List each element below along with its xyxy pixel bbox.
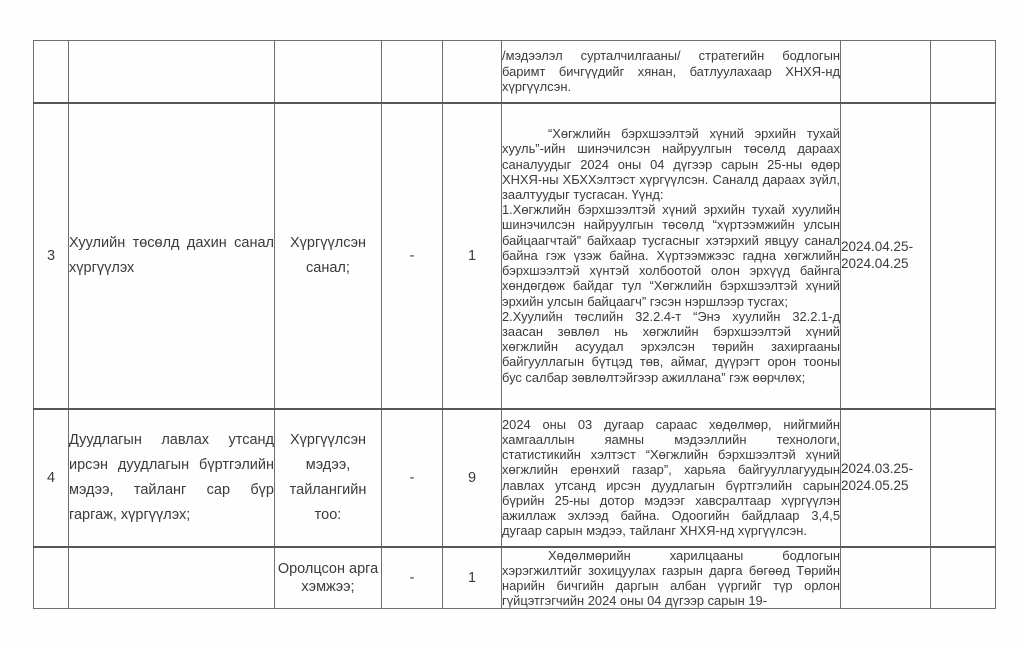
status-cell [931,409,996,547]
date-cell [841,547,931,609]
date-cell [841,103,931,409]
result-paragraph: 1.Хөгжлийн бэрхшээлтэй хүний эрхийн тухай хуулийн шинэчилсэн найруулгын төсөлд “хүртээмжийн улсын байцаагчтай” байхаар тусгасныг хэтэрхий явцуу санал байна гэж үзэж байна. Хүртээмжээс гадна хөгжлийн бэрхшээлтэй хүнтэй холбоотой олон эрхүүд байнга хөндөгдөж байдаг тул “Хөгжлийн бэрхшээлтэй хүний эрхийн улсын байцаагч” гэсэн нэршлээр тусгах; [502,202,840,309]
indicator-cell: Оролцсон арга хэмжээ; [275,547,382,609]
result-paragraph: 2.Хуулийн төслийн 32.2.4-т “Энэ хуулийн 32.2.1-д заасан зөвлөл нь хөгжлийн бэрхшээлтэй хүний хөгжлийн асуудал эрхэлсэн төрийн захиргааны байгууллагын бүтцэд төв, аймаг, дүүрэгт орон тооны бус салбар зөвлөлтэйгээр ажиллана” гэж өөрчлөх; [502,308,840,385]
date-line: 2024.04.25 [841,255,909,271]
task-cell [69,547,275,609]
date-cell [841,409,931,547]
report-table [33,40,996,609]
task-cell: Дуудлагын лавлах утсанд ирсэн дуудлагын бүртгэлийн мэдээ, тайланг сар бүр гаргаж, хүргүүлэх; [69,409,275,547]
result-paragraph: Хөдөлмөрийн харилцааны бодлогын хэрэгжилтийг зохицуулах газрын дарга бөгөөд Төрийн нарийн бичгийн даргын албан үүргийг түр орлон гүйцэтгэгчийн 2024 оны 04 дүгээр сарын 19- [502,547,840,609]
indicator-cell: Хүргүүлсэн санал; [275,103,382,409]
result-cell [502,409,841,547]
task-cell [69,41,275,103]
status-cell [931,103,996,409]
count-cell: 1 [443,103,502,409]
plan-cell: - [382,409,443,547]
table-row [34,409,996,547]
count-cell: 1 [443,547,502,609]
report-table-body [34,41,996,609]
date-cell [841,41,931,103]
row-number-cell [34,41,69,103]
row-number-cell: 4 [34,409,69,547]
table-row [34,41,996,103]
plan-cell: - [382,547,443,609]
status-cell [931,547,996,609]
result-paragraph: “Хөгжлийн бэрхшээлтэй хүний эрхийн тухай хууль”-ийн шинэчилсэн найруулгын төсөлд дараах саналуудыг 2024 оны 04 дүгээр сарын 25-ны өдөр ХНХЯ-ны ХБХХэлтэст хүргүүлсэн. Саналд дараах зүйл, заалтуудыг тусгасан. Үүнд: [502,126,840,203]
result-cell [502,103,841,409]
status-cell [931,41,996,103]
task-cell: Хуулийн төсөлд дахин санал хүргүүлэх [69,103,275,409]
result-cell [502,547,841,609]
result-paragraph: /мэдээлэл сурталчилгааны/ стратегийн бодлогын баримт бичгүүдийг хянан, батлуулахаар ХНХЯ-нд хүргүүлсэн. [502,48,840,94]
result-cell [502,41,841,103]
table-row [34,547,996,609]
result-paragraph: 2024 оны 03 дугаар сараас хөдөлмөр, нийгмийн хамгааллын яамны мэдээллийн технологи, статистикийн хэлтэст “Хөгжлийн бэрхшээлтэй хүний хөгжлийн ерөнхий газар”, харьяа байгууллагуудын лавлах утсанд ирсэн дуудлагын бүртгэлийн сарын бүрийн 25-ны дотор мэдээг хавсралтаар хүргүүлэн ажиллаж эхлээд байна. Одоогийн байдлаар 3,4,5 дугаар сарын мэдээ, тайланг ХНХЯ-нд хүргүүлсэн. [502,416,840,539]
plan-cell: - [382,103,443,409]
date-line: 2024.04.25- [841,239,914,254]
date-line: 2024.05.25 [841,477,909,493]
indicator-cell: Хүргүүлсэн мэдээ, тайлангийн тоо: [275,409,382,547]
date-line: 2024.03.25- [841,461,914,476]
plan-cell [382,41,443,103]
row-number-cell [34,547,69,609]
table-row [34,103,996,409]
count-cell: 9 [443,409,502,547]
count-cell [443,41,502,103]
row-number-cell: 3 [34,103,69,409]
indicator-cell [275,41,382,103]
